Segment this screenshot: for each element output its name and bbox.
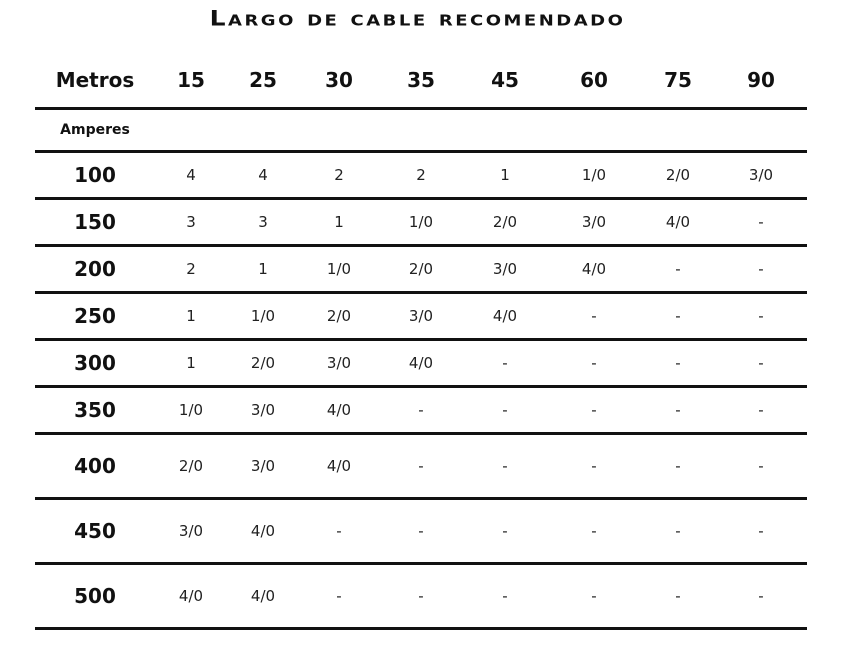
table-cell: 1/0 bbox=[547, 152, 641, 199]
table-cell: 1 bbox=[299, 199, 379, 246]
table-cell: - bbox=[715, 246, 807, 293]
header-row bbox=[35, 52, 807, 109]
table-cell: 1 bbox=[155, 293, 227, 340]
table-row bbox=[35, 340, 807, 387]
table-cell: - bbox=[299, 564, 379, 629]
table-row bbox=[35, 246, 807, 293]
table-row bbox=[35, 152, 807, 199]
table-cell: 4/0 bbox=[227, 499, 299, 564]
table-cell: 1/0 bbox=[379, 199, 463, 246]
table-cell: - bbox=[379, 387, 463, 434]
table-cell: 4/0 bbox=[155, 564, 227, 629]
table-cell: 4/0 bbox=[379, 340, 463, 387]
table-cell: 3/0 bbox=[227, 387, 299, 434]
table-body bbox=[35, 109, 807, 629]
table-cell: - bbox=[547, 340, 641, 387]
table-header bbox=[35, 52, 807, 109]
table-cell: - bbox=[715, 564, 807, 629]
table-cell: 4/0 bbox=[547, 246, 641, 293]
column-header: 90 bbox=[715, 52, 807, 109]
table-cell: - bbox=[715, 340, 807, 387]
subheader-label-amperes: Amperes bbox=[35, 109, 155, 152]
table-cell: 4 bbox=[227, 152, 299, 199]
amperes-cell: 300 bbox=[35, 340, 155, 387]
table-cell: 3 bbox=[227, 199, 299, 246]
table-cell: 4/0 bbox=[641, 199, 715, 246]
table-row bbox=[35, 434, 807, 499]
table-cell: 4/0 bbox=[227, 564, 299, 629]
column-header: 45 bbox=[463, 52, 547, 109]
table-cell: - bbox=[463, 387, 547, 434]
table-row bbox=[35, 387, 807, 434]
table-cell: - bbox=[379, 434, 463, 499]
amperes-cell: 200 bbox=[35, 246, 155, 293]
table-row bbox=[35, 499, 807, 564]
table-cell: 1 bbox=[463, 152, 547, 199]
table-cell: - bbox=[715, 199, 807, 246]
table-row bbox=[35, 199, 807, 246]
table-cell: 1/0 bbox=[299, 246, 379, 293]
table-cell: 3/0 bbox=[379, 293, 463, 340]
table-cell: 2/0 bbox=[227, 340, 299, 387]
amperes-cell: 350 bbox=[35, 387, 155, 434]
table-cell: - bbox=[715, 293, 807, 340]
table-cell: 4/0 bbox=[463, 293, 547, 340]
table-cell: - bbox=[641, 499, 715, 564]
table-cell: 1 bbox=[227, 246, 299, 293]
table-cell: 4/0 bbox=[299, 434, 379, 499]
amperes-cell: 150 bbox=[35, 199, 155, 246]
table-cell: - bbox=[641, 564, 715, 629]
header-label-metros: Metros bbox=[35, 52, 155, 109]
table-cell: 3/0 bbox=[227, 434, 299, 499]
amperes-cell: 400 bbox=[35, 434, 155, 499]
table-cell: 2/0 bbox=[155, 434, 227, 499]
cable-length-table bbox=[35, 52, 807, 630]
table-cell: 1/0 bbox=[155, 387, 227, 434]
table-cell: - bbox=[463, 564, 547, 629]
table-cell: - bbox=[715, 387, 807, 434]
column-header: 60 bbox=[547, 52, 641, 109]
table-cell: 3/0 bbox=[547, 199, 641, 246]
table-cell: - bbox=[299, 499, 379, 564]
amperes-cell: 250 bbox=[35, 293, 155, 340]
column-header: 35 bbox=[379, 52, 463, 109]
table-cell: - bbox=[547, 434, 641, 499]
table-cell: - bbox=[715, 499, 807, 564]
table-cell: - bbox=[641, 246, 715, 293]
table-cell: - bbox=[547, 564, 641, 629]
table-cell: 2/0 bbox=[299, 293, 379, 340]
table-cell: - bbox=[547, 387, 641, 434]
table-cell: 1 bbox=[155, 340, 227, 387]
table-cell: - bbox=[379, 564, 463, 629]
table-cell: 2/0 bbox=[463, 199, 547, 246]
table-cell: 3/0 bbox=[463, 246, 547, 293]
table-cell: - bbox=[547, 499, 641, 564]
column-header: 75 bbox=[641, 52, 715, 109]
table-cell: 1/0 bbox=[227, 293, 299, 340]
page-title: Largo de cable recomendado bbox=[209, 6, 626, 31]
table-cell: 3/0 bbox=[299, 340, 379, 387]
column-header: 15 bbox=[155, 52, 227, 109]
table-cell: 3/0 bbox=[155, 499, 227, 564]
table-row bbox=[35, 293, 807, 340]
table-cell: 2/0 bbox=[379, 246, 463, 293]
table-cell: - bbox=[463, 434, 547, 499]
table-cell: - bbox=[463, 499, 547, 564]
table-cell: - bbox=[379, 499, 463, 564]
table-cell: - bbox=[641, 293, 715, 340]
table-cell: 4 bbox=[155, 152, 227, 199]
table-row bbox=[35, 564, 807, 629]
amperes-cell: 450 bbox=[35, 499, 155, 564]
table-cell: 4/0 bbox=[299, 387, 379, 434]
column-header: 25 bbox=[227, 52, 299, 109]
table-cell: - bbox=[641, 434, 715, 499]
column-header: 30 bbox=[299, 52, 379, 109]
table-cell: - bbox=[641, 340, 715, 387]
table-cell: 2 bbox=[299, 152, 379, 199]
table-cell: - bbox=[641, 387, 715, 434]
table-cell: - bbox=[463, 340, 547, 387]
amperes-cell: 100 bbox=[35, 152, 155, 199]
table-cell: 2 bbox=[379, 152, 463, 199]
table-cell: 3 bbox=[155, 199, 227, 246]
amperes-cell: 500 bbox=[35, 564, 155, 629]
table-cell: 2/0 bbox=[641, 152, 715, 199]
table-cell: - bbox=[715, 434, 807, 499]
subheader-row bbox=[35, 109, 807, 152]
table-cell: 3/0 bbox=[715, 152, 807, 199]
table-cell: - bbox=[547, 293, 641, 340]
table-cell: 2 bbox=[155, 246, 227, 293]
